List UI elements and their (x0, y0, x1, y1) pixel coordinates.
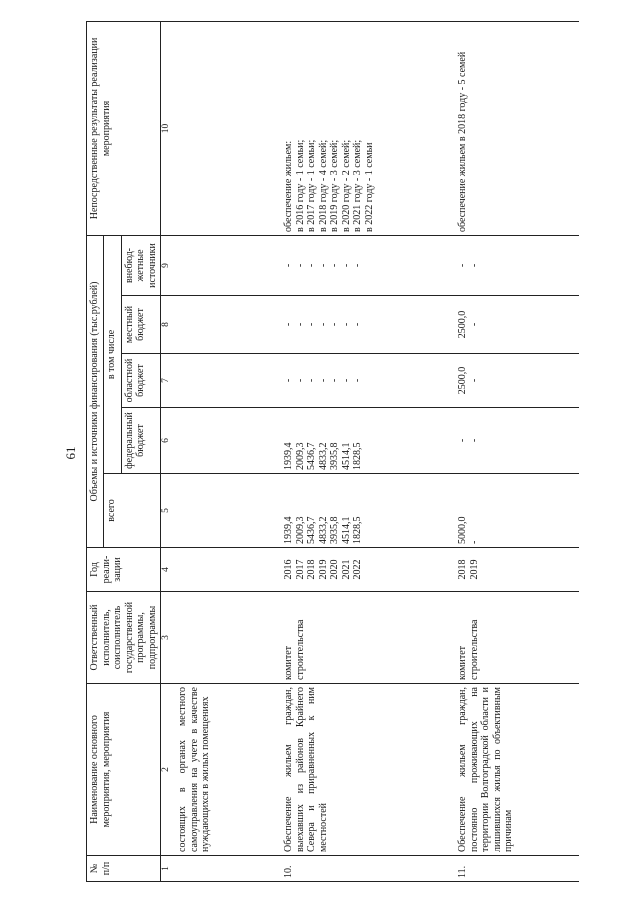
header-name: Наименование основного мероприятия, мероприятия (87, 684, 161, 856)
cell-line: 2500,0 (457, 310, 468, 339)
cell-line: - (317, 263, 329, 268)
index-cell: 10 (161, 21, 174, 235)
header-regional: областной бюджет (121, 354, 161, 408)
federal-values (275, 408, 449, 474)
executor: комитет строительства (275, 592, 449, 684)
cell-line: 2017 (294, 559, 306, 580)
rotated-page (86, 22, 546, 882)
index-cell: 2 (161, 684, 174, 856)
cell-line: в 2022 году - 1 семьи (363, 142, 375, 232)
cell-line: 3935,8 (329, 516, 340, 544)
results-list (275, 21, 449, 235)
cell-line: - (329, 263, 340, 268)
header-local: местный бюджет (121, 296, 161, 354)
cell-line: 4833,2 (317, 442, 329, 470)
index-cell: 9 (161, 235, 174, 295)
cell-line: - (340, 322, 352, 327)
continuation-text: состоящих в органах местного самоуправления на учете в качестве нуждающихся в жилых помещениях (173, 684, 275, 856)
cell-line: 1939,4 (283, 442, 294, 470)
total-values (275, 474, 449, 548)
page-number: 61 (63, 446, 78, 460)
cell-line: - (457, 438, 468, 443)
regional-values (275, 354, 449, 408)
local-values (275, 296, 449, 354)
cell-line: 2021 (340, 559, 352, 580)
cell-line: - (317, 322, 329, 327)
cell-line: - (329, 322, 340, 327)
local-values (449, 296, 579, 354)
executor: комитет строительства (449, 592, 579, 684)
cell-line: 3935,8 (329, 442, 340, 470)
cell-line: - (352, 263, 363, 268)
column-index-row (161, 21, 174, 881)
index-cell: 7 (161, 354, 174, 408)
index-cell: 4 (161, 548, 174, 592)
cell-line: 4833,2 (317, 516, 329, 544)
cell-line: - (306, 322, 317, 327)
results-list (449, 21, 579, 235)
cell-line: - (457, 263, 468, 268)
row-number: 10. (275, 856, 449, 882)
years-list (275, 548, 449, 592)
header-total: всего (103, 474, 161, 548)
cell-line: 2018 (306, 559, 317, 580)
cell-line: - (283, 378, 294, 383)
header-including: в том числе (103, 235, 121, 473)
header-federal: федеральный бюджет (121, 408, 161, 474)
cell-line: в 2017 году - 1 семьи; (306, 139, 317, 232)
cell-line: - (468, 438, 480, 443)
cell-line: 5000,0 (457, 516, 468, 544)
cell-line: 4514,1 (340, 442, 352, 470)
index-cell: 5 (161, 474, 174, 548)
index-cell: 6 (161, 408, 174, 474)
cell-line: обеспечение жильем: (283, 140, 294, 232)
cell-line: - (329, 378, 340, 383)
cell-line: в 2019 году - 3 семей; (329, 139, 340, 232)
cell-line: в 2021 году - 3 семей; (352, 139, 363, 232)
measure-name: Обеспечение жильем граждан, постоянно проживающих на территории Волгоградской области и лишившихся жилья по объективным причинам (449, 684, 579, 856)
years-list (449, 548, 579, 592)
cell-line: 4514,1 (340, 516, 352, 544)
cell-line: 2018 (457, 559, 468, 580)
cell-line: - (294, 322, 306, 327)
cell-line: - (468, 540, 480, 544)
cell-line: - (468, 322, 480, 327)
regional-values (449, 354, 579, 408)
header-finance-group: Объемы и источники финансирования (тыс.рублей) (87, 235, 104, 547)
table-row (449, 21, 579, 881)
total-values (449, 474, 579, 548)
cell-line: - (340, 378, 352, 383)
cell-line: в 2020 году - 2 семей; (340, 139, 352, 232)
cell-line: в 2018 году - 4 семей; (317, 139, 329, 232)
cell-line: - (340, 263, 352, 268)
cell-line: 2016 (283, 559, 294, 580)
cell-line: 2019 (468, 559, 480, 580)
cell-line: 2022 (352, 559, 363, 580)
index-cell: 8 (161, 296, 174, 354)
cell-line: - (468, 378, 480, 383)
cell-line: обеспечение жильем в 2018 году - 5 семей (457, 51, 468, 232)
table-row (275, 21, 449, 881)
cell-line: 2009,3 (294, 516, 306, 544)
cell-line: - (294, 378, 306, 383)
index-cell: 3 (161, 592, 174, 684)
cell-line: - (468, 263, 480, 268)
header-num: № п/п (87, 856, 161, 882)
cell-line: - (352, 378, 363, 383)
cell-line: 1939,4 (283, 516, 294, 544)
extra-values (275, 235, 449, 295)
program-measures-table (86, 21, 579, 882)
row-number: 11. (449, 856, 579, 882)
cell-line: 2020 (329, 559, 340, 580)
cell-line: - (283, 322, 294, 327)
cell-line: - (294, 263, 306, 268)
continuation-row (173, 21, 275, 881)
cell-line: 1828,5 (352, 442, 363, 470)
cell-line: в 2016 году - 1 семьи; (294, 139, 306, 232)
index-cell: 1 (161, 856, 174, 882)
cell-line: 1828,5 (352, 516, 363, 544)
header-extra: внебюд-жетные источники (121, 235, 161, 295)
cell-line: - (306, 378, 317, 383)
cell-line: - (306, 263, 317, 268)
header-executor: Ответственный исполнитель, соисполнитель государственной программы, подпрограммы (87, 592, 161, 684)
header-year: Год реали-зации (87, 548, 161, 592)
cell-line: - (352, 322, 363, 327)
measure-name: Обеспечение жильем граждан, выехавших из районов Крайнего Севера и приравненных к ним местностей (275, 684, 449, 856)
cell-line: 2500,0 (457, 366, 468, 395)
cell-line: - (317, 378, 329, 383)
header-results: Непосредственные результаты реализации мероприятия (87, 21, 161, 235)
cell-line: - (283, 263, 294, 268)
cell-line: 5436,7 (306, 516, 317, 544)
cell-line: 2019 (317, 559, 329, 580)
cell-line: 5436,7 (306, 442, 317, 470)
extra-values (449, 235, 579, 295)
cell-line: 2009,3 (294, 442, 306, 470)
federal-values (449, 408, 579, 474)
